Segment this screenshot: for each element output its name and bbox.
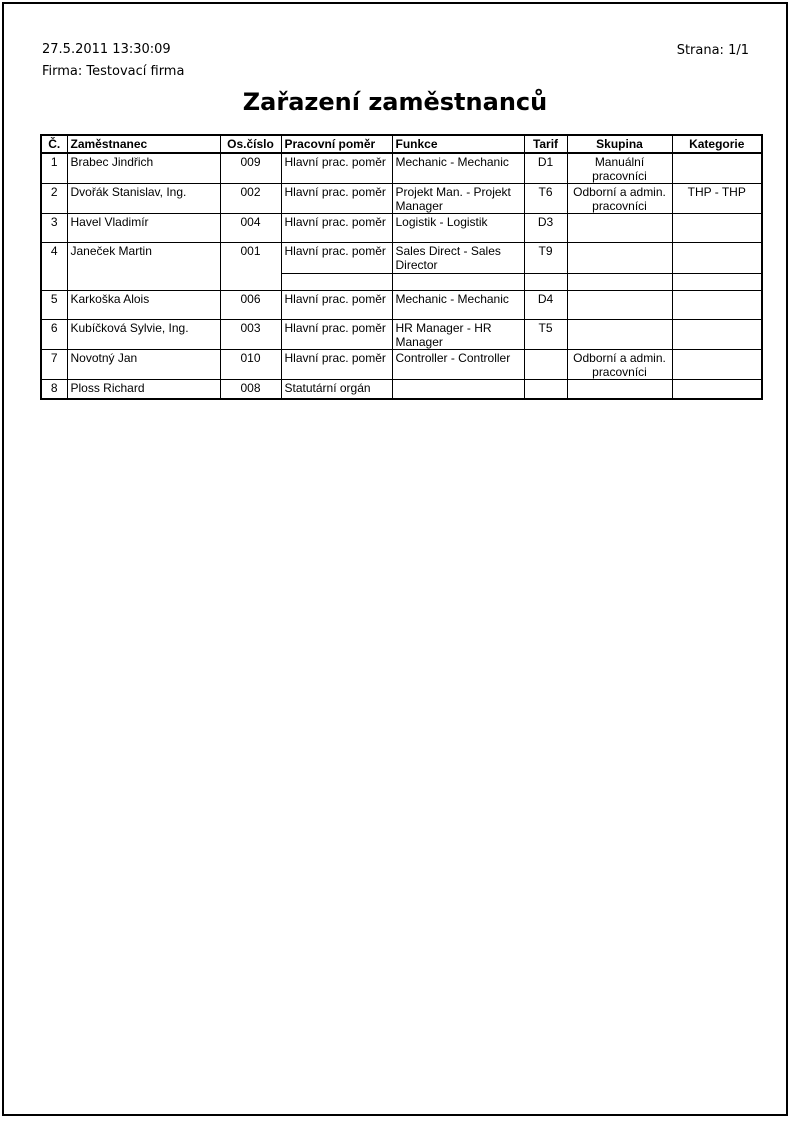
cell-os-cislo: 008 [220,380,281,399]
cell-os-cislo: 002 [220,184,281,214]
col-header-cislo: Č. [41,135,67,153]
cell-funkce: Sales Direct - Sales Director [392,243,524,274]
cell-skupina [567,214,672,243]
table-row [41,350,762,380]
table-row [41,380,762,399]
cell-num: 2 [41,184,67,214]
cell-zamestnanec: Kubíčková Sylvie, Ing. [67,320,220,350]
cell-kategorie [672,214,762,243]
cell-tarif: T9 [524,243,567,274]
page-frame [2,2,788,1116]
cell-pracovni-pomer: Hlavní prac. poměr [281,320,392,350]
cell-num: 3 [41,214,67,243]
cell-funkce: Mechanic - Mechanic [392,291,524,320]
cell-zamestnanec: Dvořák Stanislav, Ing. [67,184,220,214]
cell-os-cislo: 004 [220,214,281,243]
cell-zamestnanec: Novotný Jan [67,350,220,380]
cell-tarif: D1 [524,153,567,184]
cell-num: 4 [41,243,67,291]
cell-num: 6 [41,320,67,350]
cell-zamestnanec: Havel Vladimír [67,214,220,243]
cell-pracovni-pomer: Hlavní prac. poměr [281,214,392,243]
cell-tarif [524,350,567,380]
cell-num: 8 [41,380,67,399]
cell-tarif [524,274,567,291]
cell-funkce: Mechanic - Mechanic [392,153,524,184]
cell-kategorie [672,243,762,274]
page-number: Strana: 1/1 [676,43,749,58]
cell-kategorie [672,380,762,399]
cell-os-cislo: 003 [220,320,281,350]
col-header-kategorie: Kategorie [672,135,762,153]
cell-tarif: T6 [524,184,567,214]
cell-kategorie [672,291,762,320]
cell-skupina [567,243,672,274]
col-header-skupina: Skupina [567,135,672,153]
cell-skupina [567,291,672,320]
cell-kategorie: THP - THP [672,184,762,214]
cell-num: 5 [41,291,67,320]
table-row [41,291,762,320]
cell-pracovni-pomer: Hlavní prac. poměr [281,291,392,320]
table-row [41,214,762,243]
col-header-pracovni-pomer: Pracovní poměr [281,135,392,153]
cell-num: 1 [41,153,67,184]
cell-zamestnanec: Janeček Martin [67,243,220,291]
report-company: Firma: Testovací firma [42,64,185,79]
cell-pracovni-pomer [281,274,392,291]
cell-kategorie [672,320,762,350]
table-row [41,243,762,274]
cell-tarif: D3 [524,214,567,243]
cell-kategorie [672,153,762,184]
cell-kategorie [672,350,762,380]
cell-pracovni-pomer: Statutární orgán [281,380,392,399]
cell-tarif [524,380,567,399]
cell-funkce [392,274,524,291]
employee-table [40,134,763,400]
cell-os-cislo: 001 [220,243,281,291]
cell-pracovni-pomer: Hlavní prac. poměr [281,184,392,214]
cell-skupina: Odborní a admin. pracovníci [567,184,672,214]
table-row [41,320,762,350]
cell-skupina [567,320,672,350]
cell-os-cislo: 009 [220,153,281,184]
cell-num: 7 [41,350,67,380]
cell-tarif: D4 [524,291,567,320]
cell-funkce [392,380,524,399]
table-header-row [41,135,762,153]
cell-os-cislo: 006 [220,291,281,320]
cell-pracovni-pomer: Hlavní prac. poměr [281,350,392,380]
cell-skupina: Manuální pracovníci [567,153,672,184]
cell-funkce: Projekt Man. - Projekt Manager [392,184,524,214]
cell-tarif: T5 [524,320,567,350]
cell-funkce: Controller - Controller [392,350,524,380]
report-title: Zařazení zaměstnanců [242,88,548,116]
cell-zamestnanec: Ploss Richard [67,380,220,399]
table-row [41,153,762,184]
cell-skupina [567,380,672,399]
col-header-funkce: Funkce [392,135,524,153]
cell-funkce: HR Manager - HR Manager [392,320,524,350]
cell-zamestnanec: Karkoška Alois [67,291,220,320]
report-datetime: 27.5.2011 13:30:09 [42,42,171,57]
cell-skupina: Odborní a admin. pracovníci [567,350,672,380]
cell-pracovni-pomer: Hlavní prac. poměr [281,153,392,184]
cell-kategorie [672,274,762,291]
col-header-os-cislo: Os.číslo [220,135,281,153]
col-header-tarif: Tarif [524,135,567,153]
cell-funkce: Logistik - Logistik [392,214,524,243]
cell-pracovni-pomer: Hlavní prac. poměr [281,243,392,274]
col-header-zamestnanec: Zaměstnanec [67,135,220,153]
cell-os-cislo: 010 [220,350,281,380]
cell-zamestnanec: Brabec Jindřich [67,153,220,184]
table-row [41,184,762,214]
cell-skupina [567,274,672,291]
